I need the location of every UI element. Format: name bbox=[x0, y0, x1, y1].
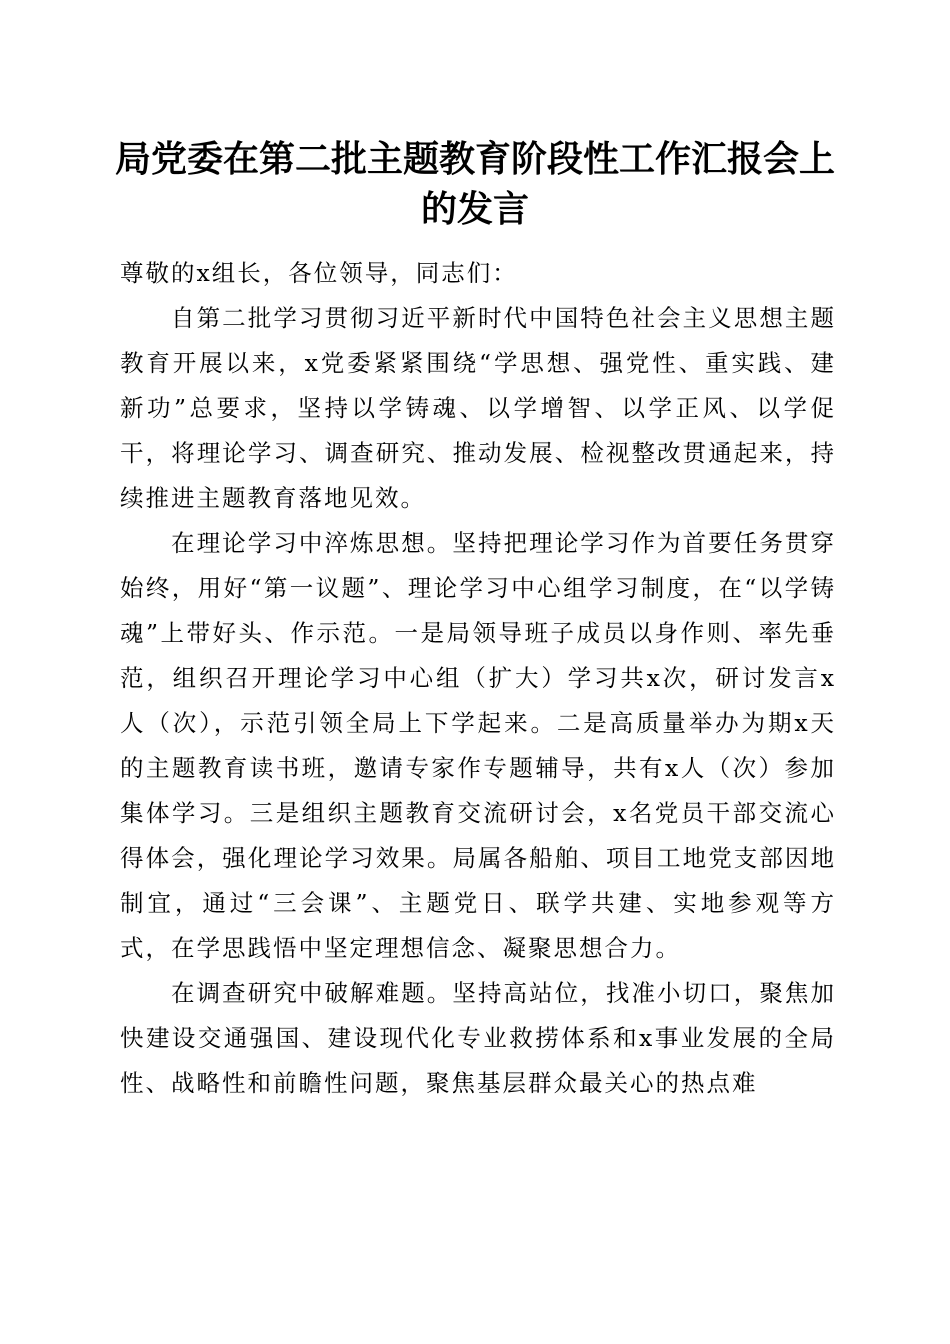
paragraph-theory-study: 在理论学习中淬炼思想。坚持把理论学习作为首要任务贯穿始终，用好“第一议题”、理论学习中心组学习制度，在“以学铸魂”上带好头、作示范。一是局领导班子成员以身作则、率先垂范，组织召开理论学习中心组（扩大）学习共x次，研讨发言x人（次），示范引领全局上下学起来。二是高质量举办为期x天的主题教育读书班，邀请专家作专题辅导，共有x人（次）参加集体学习。三是组织主题教育交流研讨会，x名党员干部交流心得体会，强化理论学习效果。局属各船舶、项目工地党支部因地制宜，通过“三会课”、主题党日、联学共建、实地参观等方式，在学思践悟中坚定理想信念、凝聚思想合力。 bbox=[120, 529, 836, 962]
paragraph-research: 在调查研究中破解难题。坚持高站位，找准小切口，聚焦加快建设交通强国、建设现代化专业救捞体系和x事业发展的全局性、战略性和前瞻性问题，聚焦基层群众最关心的热点难 bbox=[120, 979, 836, 1097]
salutation: 尊敬的x组长，各位领导，同志们： bbox=[120, 259, 518, 287]
paragraph-intro: 自第二批学习贯彻习近平新时代中国特色社会主义思想主题教育开展以来，x党委紧紧围绕“学思想、强党性、重实践、建新功”总要求，坚持以学铸魂、以学增智、以学正风、以学促干，将理论学习、调查研究、推动发展、检视整改贯通起来，持续推进主题教育落地见效。 bbox=[120, 304, 836, 512]
document-title: 局党委在第二批主题教育阶段性工作汇报会上的发言 bbox=[114, 138, 835, 230]
document-body bbox=[120, 251, 836, 1106]
